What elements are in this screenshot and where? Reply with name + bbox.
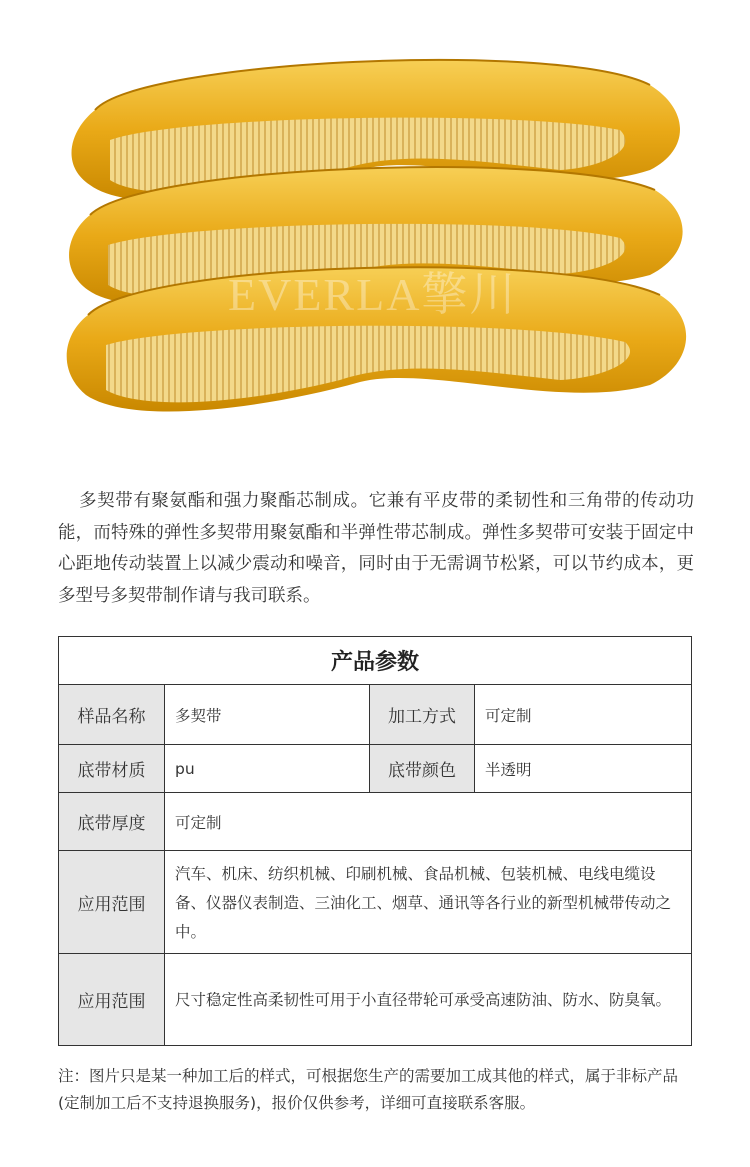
row-label: 应用范围 [59,851,165,954]
product-params-table [58,636,692,1046]
watermark-logo: EVERLA擎川 [228,269,518,320]
row-value: 可定制 [165,793,692,851]
table-title: 产品参数 [59,637,692,685]
row-value: 多契带 [165,685,370,745]
row-label: 底带厚度 [59,793,165,851]
table-row [59,745,692,793]
footnote: 注：图片只是某一种加工后的样式，可根据您生产的需要加工成其他的样式，属于非标产品(定制加工后不支持退换服务)，报价仅供参考，详细可直接联系客服。 [58,1067,679,1112]
row-label: 应用范围 [59,954,165,1046]
table-row [59,954,692,1046]
table-row [59,793,692,851]
row-label: 底带材质 [59,745,165,793]
belt-illustration [0,0,750,460]
row-value: 汽车、机床、纺织机械、印刷机械、食品机械、包装机械、电线电缆设备、仪器仪表制造、三油化工、烟草、通讯等各行业的新型机械带传动之中。 [165,851,692,954]
row-value: 可定制 [475,685,692,745]
row-label: 加工方式 [370,685,475,745]
intro-paragraph: 多契带有聚氨酯和强力聚酯芯制成。它兼有平皮带的柔韧性和三角带的传动功能，而特殊的弹性多契带用聚氨酯和半弹性带芯制成。弹性多契带可安装于固定中心距地传动装置上以减少震动和噪音，同时由于无需调节松紧，可以节约成本，更多型号多契带制作请与我司联系。 [58,491,694,606]
table-row [59,851,692,954]
table-row [59,685,692,745]
row-label: 样品名称 [59,685,165,745]
row-label: 底带颜色 [370,745,475,793]
row-value: 尺寸稳定性高柔韧性可用于小直径带轮可承受高速防油、防水、防臭氧。 [165,954,692,1046]
row-value: 半透明 [475,745,692,793]
row-value: pu [165,745,370,793]
product-photo [0,0,750,460]
